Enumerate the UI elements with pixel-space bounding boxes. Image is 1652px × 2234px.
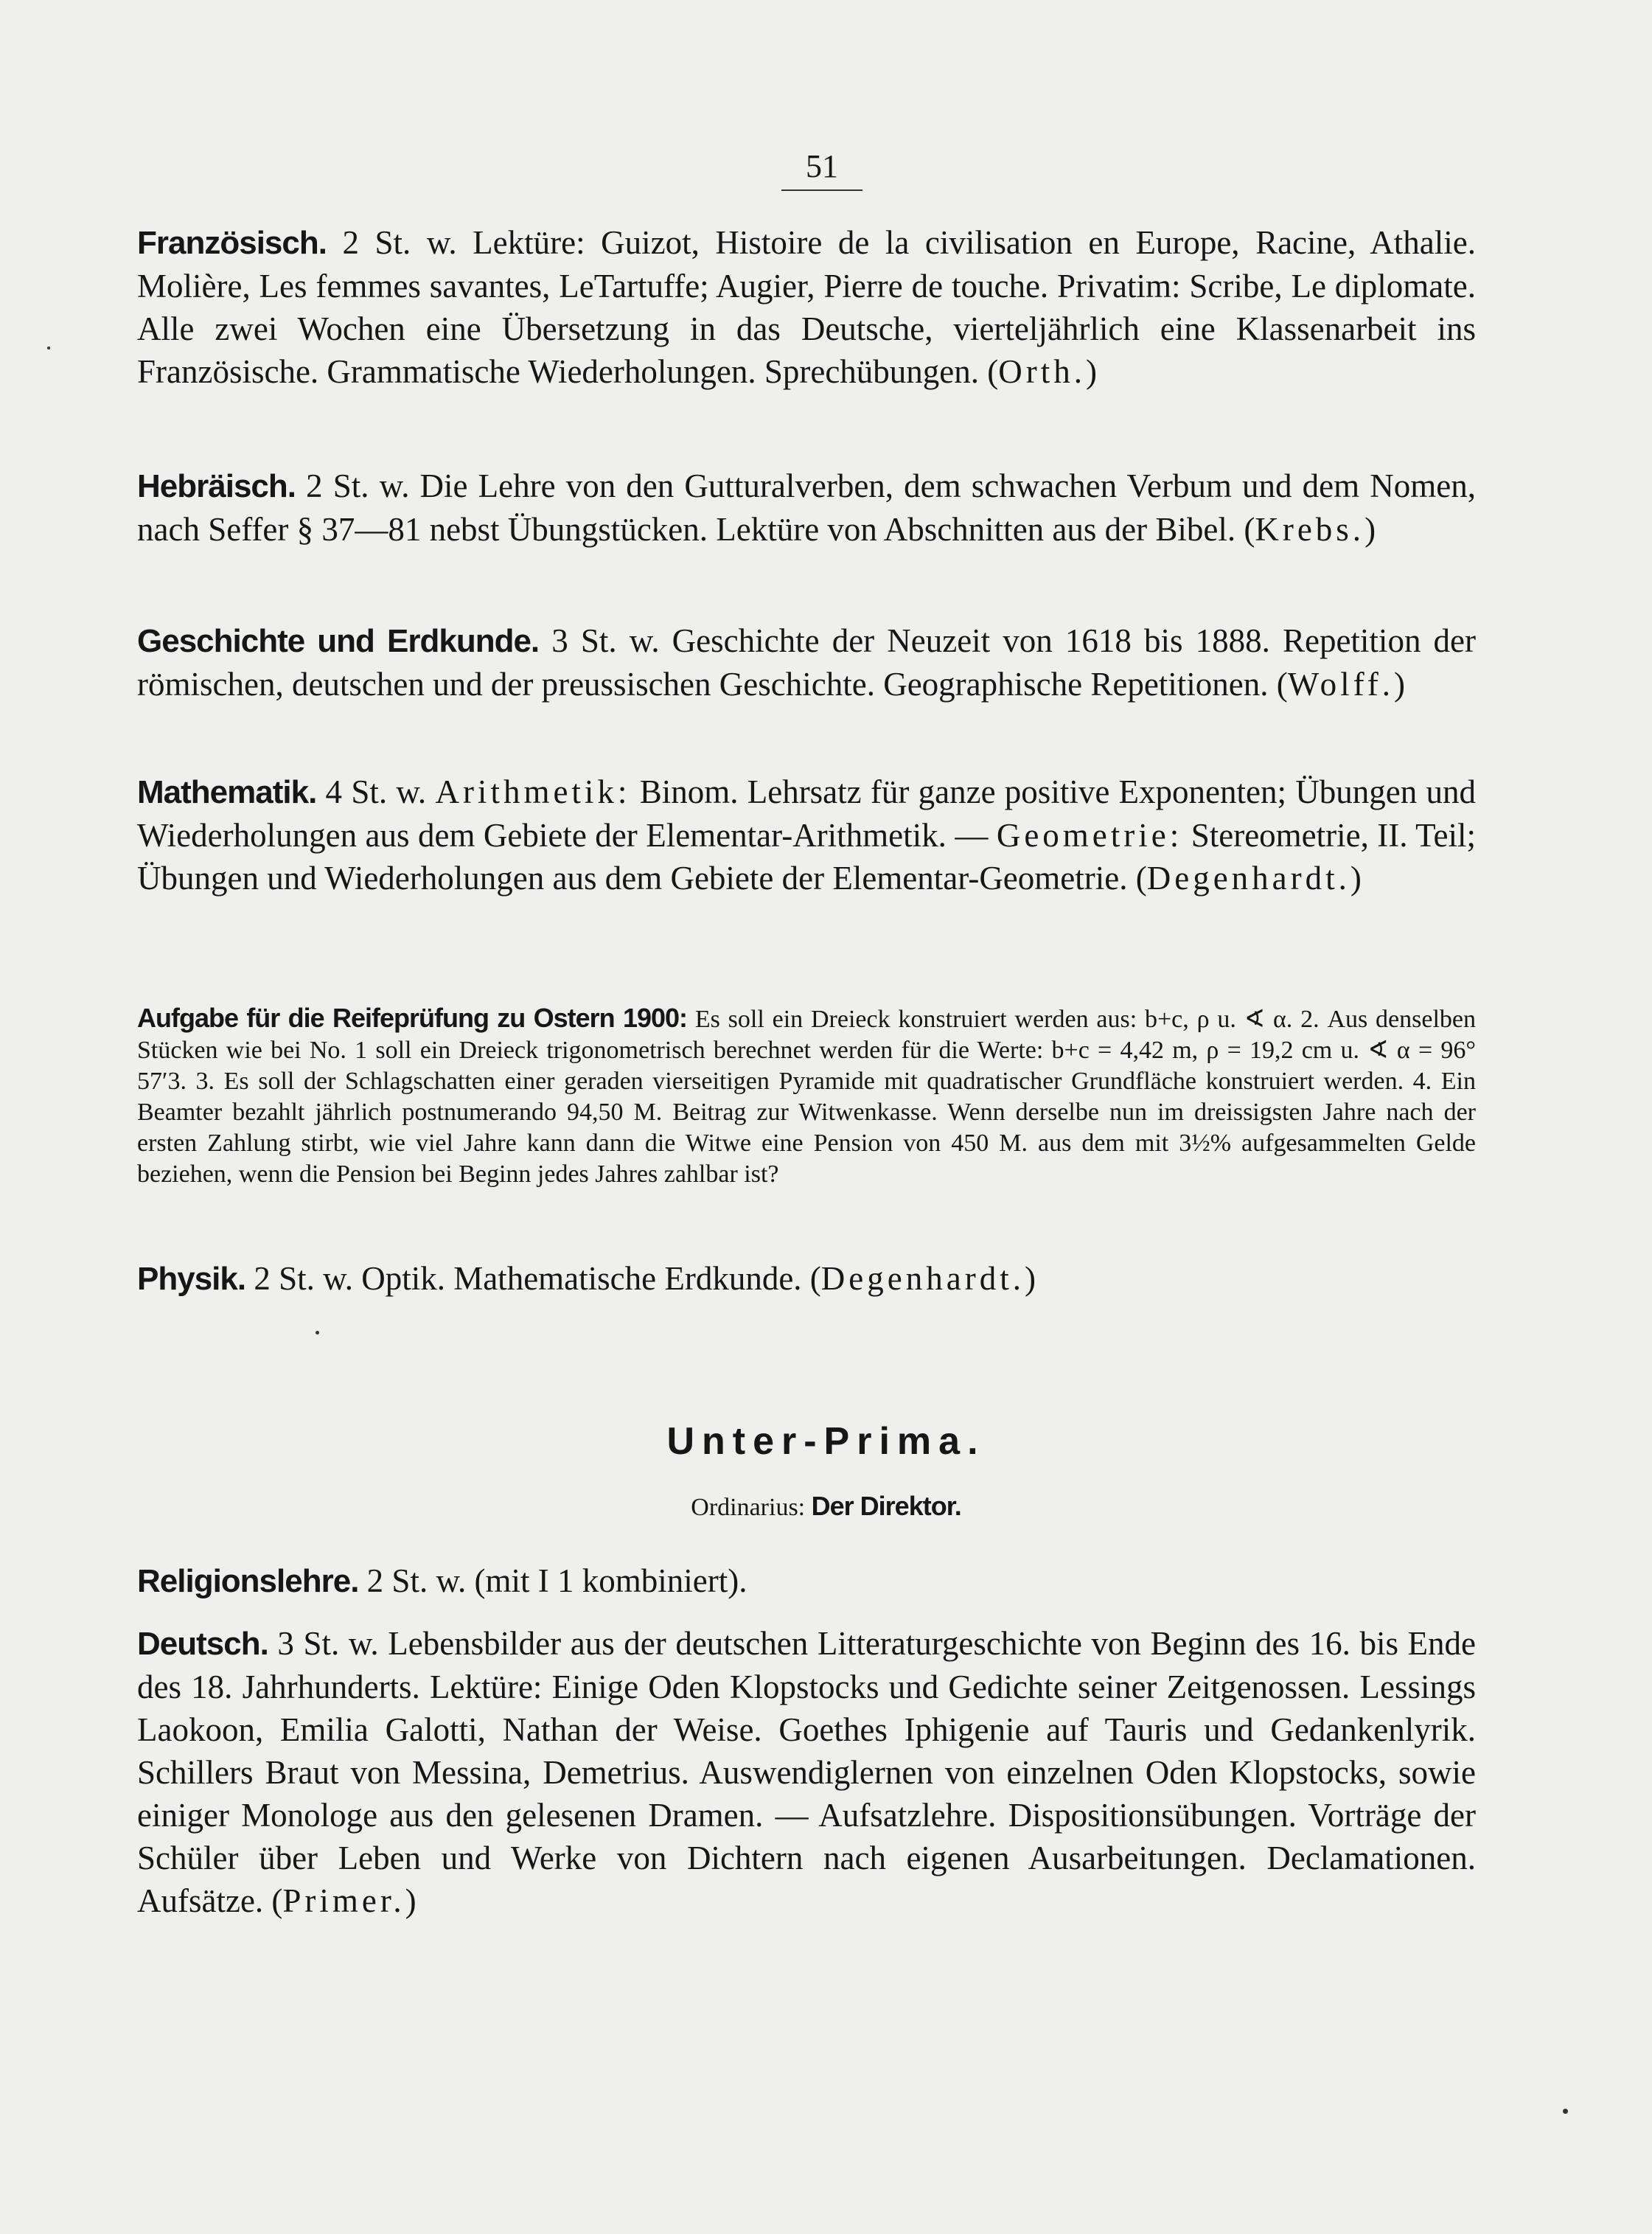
ordinarius-name: Der Direktor.	[811, 1491, 961, 1521]
heading-deutsch: Deutsch.	[137, 1626, 268, 1662]
close-mathematik: )	[1350, 860, 1362, 897]
text-hebraeisch: 2 St. w. Die Lehre von den Gutturalverben, dem schwachen Verbum und dem Nomen, nach Seffer § 37—81 nebst Übungstücken. Lektüre von Abschnitten aus der Bibel. (	[137, 467, 1476, 548]
section-franzoesisch	[137, 221, 1476, 393]
close-physik: )	[1024, 1260, 1036, 1297]
text-mathematik-b: Binom. Lehrsatz für ganze positive Exponenten; Übungen und Wiederholungen aus dem Gebiete der Elementar-Arithmetik. —	[137, 773, 1476, 854]
text-geschichte: 3 St. w. Geschichte der Neuzeit von 1618 bis 1888. Repetition der römischen, deutschen und der preussischen Geschichte. Geographische Repetitionen. (	[137, 622, 1477, 703]
sub-geometrie: Geometrie:	[996, 817, 1183, 854]
heading-geschichte: Geschichte und Erdkunde.	[137, 623, 540, 659]
text-physik: 2 St. w. Optik. Mathematische Erdkunde. (	[245, 1260, 821, 1297]
close-franzoesisch: )	[1086, 353, 1098, 390]
page-number: 51	[781, 147, 862, 191]
teacher-physik: Degenhardt.	[820, 1260, 1025, 1297]
section-deutsch	[137, 1622, 1476, 1922]
close-deutsch: )	[405, 1882, 417, 1919]
close-geschichte: )	[1394, 666, 1406, 703]
text-religion: 2 St. w. (mit I 1 kombiniert).	[358, 1562, 747, 1599]
heading-mathematik: Mathematik.	[137, 774, 317, 810]
heading-aufgabe: Aufgabe für die Reifeprüfung zu Ostern 1900:	[137, 1003, 688, 1033]
section-hebraeisch	[137, 464, 1476, 551]
section-title-unter-prima: Unter-Prima.	[666, 1420, 986, 1463]
section-geschichte	[137, 619, 1476, 706]
paper-speck	[47, 347, 50, 349]
paper-speck	[1563, 2109, 1568, 2114]
heading-religion: Religionslehre.	[137, 1563, 359, 1599]
text-mathematik-c: Stereometrie, II. Teil; Übungen und Wiederholungen aus dem Gebiete der Elementar-Geometrie. (	[137, 817, 1477, 897]
heading-franzoesisch: Französisch.	[137, 225, 327, 261]
heading-hebraeisch: Hebräisch.	[137, 468, 296, 504]
teacher-deutsch: Primer.	[282, 1882, 405, 1919]
text-aufgabe: Es soll ein Dreieck konstruiert werden aus: b+c, ρ u. ∢ α. 2. Aus denselben Stücken wie bei No. 1 soll ein Dreieck trigonometrisch berechnet werden für die Werte: b+c = 4,42 m, ρ = 19,2 cm u. ∢ α = 96° 57′3. 3. Es soll der Schlagschatten einer geraden vierseitigen Pyramide mit quadratischer Grundfläche konstruiert werden. 4. Ein Beamter bezahlt jährlich postnumerando 94,50 M. Beitrag zur Witwenkasse. Wenn derselbe nun im dreissigsten Jahre nach der ersten Zahlung stirbt, wie viel Jahre kann dann die Witwe eine Pension von 450 M. aus dem mit 3½% aufgesammelten Gelde beziehen, wenn die Pension bei Beginn jedes Jahres zahlbar ist?	[137, 1006, 1476, 1188]
close-hebraeisch: )	[1365, 511, 1376, 548]
text-franzoesisch: 2 St. w. Lektüre: Guizot, Histoire de la civilisation en Europe, Racine, Athalie. Molière, Les femmes savantes, LeTartuffe; Augier, Pierre de touche. Privatim: Scribe, Le diplomate. Alle zwei Wochen eine Übersetzung in das Deutsche, vierteljährlich eine Klassenarbeit ins Französische. Grammatische Wiederholungen. Sprechübungen. (	[137, 224, 1476, 390]
section-physik	[137, 1257, 1476, 1301]
section-religion	[137, 1559, 1476, 1603]
heading-physik: Physik.	[137, 1261, 246, 1297]
paper-speck	[316, 1331, 319, 1335]
teacher-mathematik: Degenhardt.	[1146, 860, 1350, 897]
ordinarius-label: Ordinarius:	[691, 1494, 812, 1521]
text-deutsch: 3 St. w. Lebensbilder aus der deutschen Litteraturgeschichte von Beginn des 16. bis Ende des 18. Jahrhunderts. Lektüre: Einige Oden Klopstocks und Gedichte seiner Zeitgenossen. Lessings Laokoon, Emilia Galotti, Nathan der Weise. Goethes Iphigenie auf Tauris und Gedankenlyrik. Schillers Braut von Messina, Demetrius. Auswendiglernen von einzelnen Oden Klopstocks, sowie einiger Monologe aus den gelesenen Dramen. — Aufsatzlehre. Dispositionsübungen. Vorträge der Schüler über Leben und Werke von Dichtern nach eigenen Ausarbeitungen. Declamationen. Aufsätze. (	[137, 1625, 1476, 1919]
text-mathematik-a: 4 St. w.	[316, 773, 436, 810]
sub-arithmetik: Arithmetik:	[435, 773, 631, 810]
ordinarius-line	[0, 1491, 1652, 1522]
teacher-franzoesisch: Orth.	[998, 353, 1087, 390]
section-aufgabe	[137, 1003, 1476, 1190]
teacher-hebraeisch: Krebs.	[1255, 511, 1365, 548]
section-mathematik	[137, 770, 1476, 899]
teacher-geschichte: Wolff.	[1287, 666, 1395, 703]
